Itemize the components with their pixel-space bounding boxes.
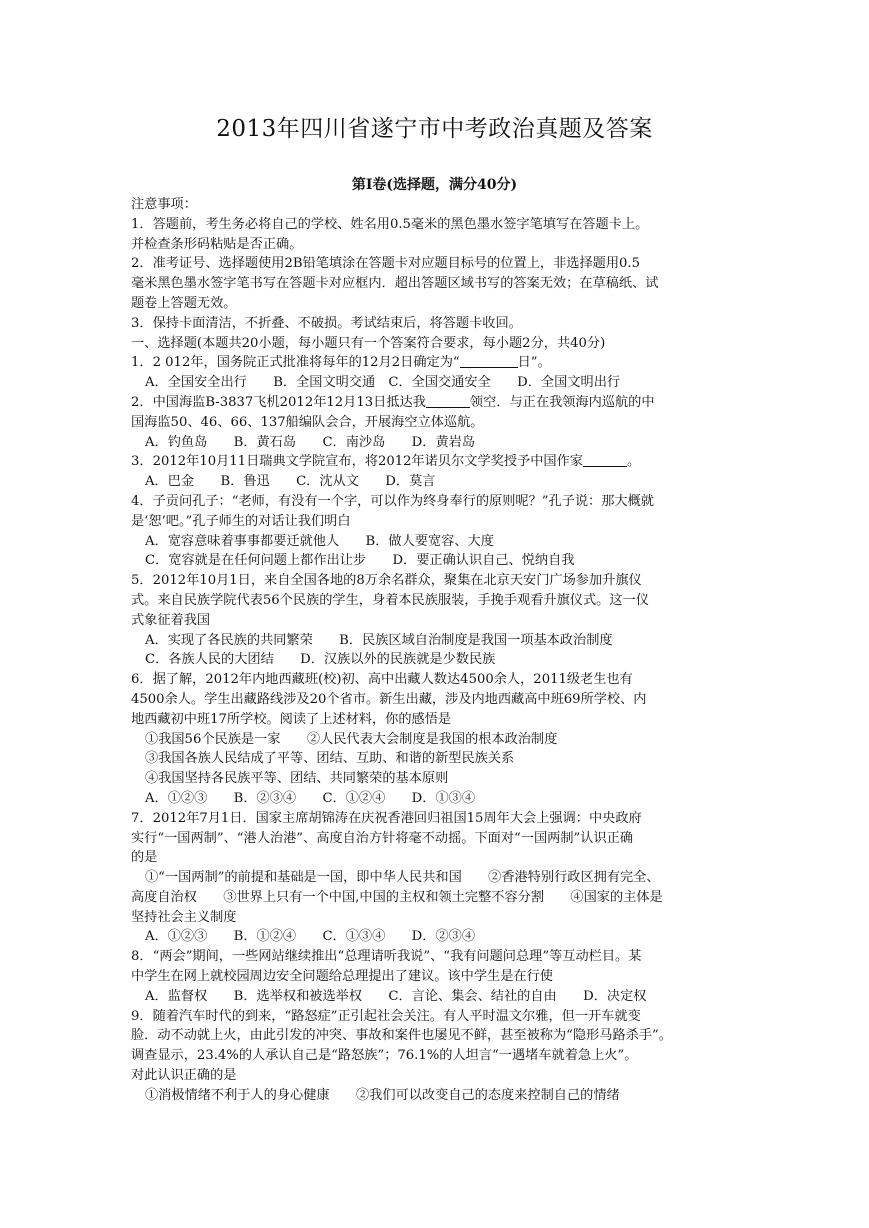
note-2-line-1: 2．准考证号、选择题使用2B铅笔填涂在答题卡对应题目标号的位置上，非选择题用0.5 bbox=[131, 256, 641, 272]
question-6-stem-line-2: 4500余人。学生出藏路线涉及20个省市。新生出藏，涉及内地西藏高中班69所学校、内 bbox=[131, 691, 647, 707]
answer-blank bbox=[460, 353, 518, 368]
question-8-options: A．监督权 B．选举权和被选举权 C．言论、集会、结社的自由 D．决定权 bbox=[145, 988, 647, 1004]
question-7-stem-line-3: 的是 bbox=[131, 850, 158, 866]
question-1-stem-b: 日”。 bbox=[517, 355, 551, 371]
question-7-item-line-2: 高度自治权 ③世界上只有一个中国,中国的主权和领土完整不容分割 ④国家的主体是 bbox=[131, 889, 663, 905]
question-2-stem bbox=[131, 393, 743, 413]
question-5-stem-line-2: 式。来自民族学院代表56个民族的学生，身着本民族服装，手挽手观看升旗仪式。这一仪 bbox=[131, 592, 649, 608]
question-6-item-line-3: ④我国坚持各民族平等、团结、共同繁荣的基本原则 bbox=[145, 771, 449, 787]
notes-heading: 注意事项： bbox=[131, 197, 197, 212]
question-4-stem-line-2: 是‘恕’吧。”孔子师生的对话让我们明白 bbox=[131, 513, 351, 529]
question-6-stem-line-3: 地西藏初中班17所学校。阅读了上述材料，你的感悟是 bbox=[131, 711, 452, 727]
answer-blank bbox=[583, 452, 627, 467]
section-title: 第Ⅰ卷(选择题，满分40分) bbox=[351, 177, 518, 193]
question-9-item-line-1: ①消极情绪不利于人的身心健康 ②我们可以改变自己的态度来控制自己的情绪 bbox=[145, 1087, 620, 1103]
part-heading: 一、选择题(本题共20小题，每小题只有一个答案符合要求，每小题2分，共40分) bbox=[131, 335, 606, 351]
question-5-stem-line-1: 5．2012年10月1日，来自全国各地的8万余名群众，聚集在北京天安门广场参加升旗仪 bbox=[131, 573, 642, 589]
question-6-item-line-1: ①我国56个民族是一家 ②人民代表大会制度是我国的根本政治制度 bbox=[145, 731, 558, 747]
document-body bbox=[131, 195, 743, 1106]
question-4-stem-line-1: 4．子贡问孔子：“老师，有没有一个字，可以作为终身奉行的原则呢？”孔子说：那大概就 bbox=[131, 493, 654, 509]
question-7-options: A．①②③ B．①②④ C．①③④ D．②③④ bbox=[145, 929, 476, 945]
note-2-line-3: 题卷上答题无效。 bbox=[131, 295, 237, 311]
question-9-stem-line-4: 对此认识正确的是 bbox=[131, 1068, 237, 1084]
note-1-line-2: 并检查条形码粘贴是否正确。 bbox=[131, 236, 303, 252]
question-2-stem-line-2: 国海监50、46、66、137船编队会合，开展海空立体巡航。 bbox=[131, 414, 484, 430]
note-1-line-1: 1．答题前，考生务必将自己的学校、姓名用0.5毫米的黑色墨水签字笔填写在答题卡上。 bbox=[131, 216, 649, 232]
question-7-item-line-1: ①“一国两制”的前提和基础是一国，即中华人民共和国 ②香港特别行政区拥有完全、 bbox=[145, 870, 660, 886]
question-5-options-line-2: C．各族人民的大团结 D．汉族以外的民族就是少数民族 bbox=[145, 652, 496, 668]
question-7-item-line-3: 坚持社会主义制度 bbox=[131, 909, 237, 925]
question-1-stem bbox=[131, 353, 743, 373]
note-2-line-2: 毫米黑色墨水签字笔书写在答题卡对应框内．超出答题区域书写的答案无效；在草稿纸、试 bbox=[131, 276, 659, 292]
answer-blank bbox=[426, 393, 470, 408]
question-6-stem-line-1: 6．据了解，2012年内地西藏班(校)初、高中出藏人数达4500余人，2011级老生也有 bbox=[131, 672, 633, 688]
question-4-options-line-1: A．宽容意味着事事都要迁就他人 B．做人要宽容、大度 bbox=[145, 533, 494, 549]
question-9-stem-line-1: 9．随着汽车时代的到来，“路怒症”正引起社会关注。有人平时温文尔雅，但一开车就变 bbox=[131, 1008, 641, 1024]
question-2-stem-b: 领空．与正在我领海内巡航的中 bbox=[469, 394, 655, 410]
question-9-stem-line-3: 调查显示，23.4%的人承认自己是“路怒族”；76.1%的人坦言“一遇堵车就着急上火”。 bbox=[131, 1048, 638, 1064]
question-1-options: A．全国安全出行 B．全国文明交通 C．全国交通安全 D．全国文明出行 bbox=[145, 375, 621, 391]
question-2-options: A．钓鱼岛 B．黄石岛 C．南沙岛 D．黄岩岛 bbox=[145, 434, 476, 450]
question-5-stem-line-3: 式象征着我国 bbox=[131, 612, 211, 628]
document-title: 2013年四川省遂宁市中考政治真题及答案 bbox=[216, 116, 653, 142]
question-3-options: A．巴金 B．鲁迅 C．沈从文 D．莫言 bbox=[145, 474, 436, 490]
question-6-item-line-2: ③我国各族人民结成了平等、团结、互助、和谐的新型民族关系 bbox=[145, 751, 515, 767]
question-1-stem-a: 1．2 012年，国务院正式批准将每年的12月2日确定为“ bbox=[131, 355, 460, 371]
question-3-stem-b: 。 bbox=[626, 454, 641, 470]
question-5-options-line-1: A．实现了各民族的共同繁荣 B．民族区域自治制度是我国一项基本政治制度 bbox=[145, 632, 613, 648]
question-2-stem-a: 2．中国海监B-3837飞机2012年12月13日抵达我 bbox=[131, 394, 426, 410]
question-3-stem bbox=[131, 452, 743, 472]
question-3-stem-a: 3．2012年10月11日瑞典文学院宣布，将2012年诺贝尔文学奖授予中国作家 bbox=[131, 454, 583, 470]
question-7-stem-line-1: 7．2012年7月1日．国家主席胡锦涛在庆祝香港回归祖国15周年大会上强调：中央政府 bbox=[131, 810, 642, 826]
question-9-stem-line-2: 脸．动不动就上火，由此引发的冲突、事故和案件也屡见不鲜，甚至被称为“隐形马路杀手”。 bbox=[131, 1028, 672, 1044]
question-8-stem-line-1: 8．“两会”期间，一些网站继续推出“总理请听我说”、“我有问题问总理”等互动栏目。某 bbox=[131, 949, 642, 965]
question-4-options-line-2: C．宽容就是在任何问题上都作出让步 D．要正确认识自己、悦纳自我 bbox=[145, 553, 575, 569]
question-8-stem-line-2: 中学生在网上就校园周边安全问题给总理提出了建议。该中学生是在行使 bbox=[131, 969, 553, 985]
question-7-stem-line-2: 实行“一国两制”、“港人治港”、高度自治方针将毫不动摇。下面对“一国两制”认识正确 bbox=[131, 830, 634, 846]
note-3: 3．保持卡面清洁，不折叠、不破损。考试结束后，将答题卡收回。 bbox=[131, 315, 522, 331]
question-6-options: A．①②③ B．②③④ C．①②④ D．①③④ bbox=[145, 790, 476, 806]
